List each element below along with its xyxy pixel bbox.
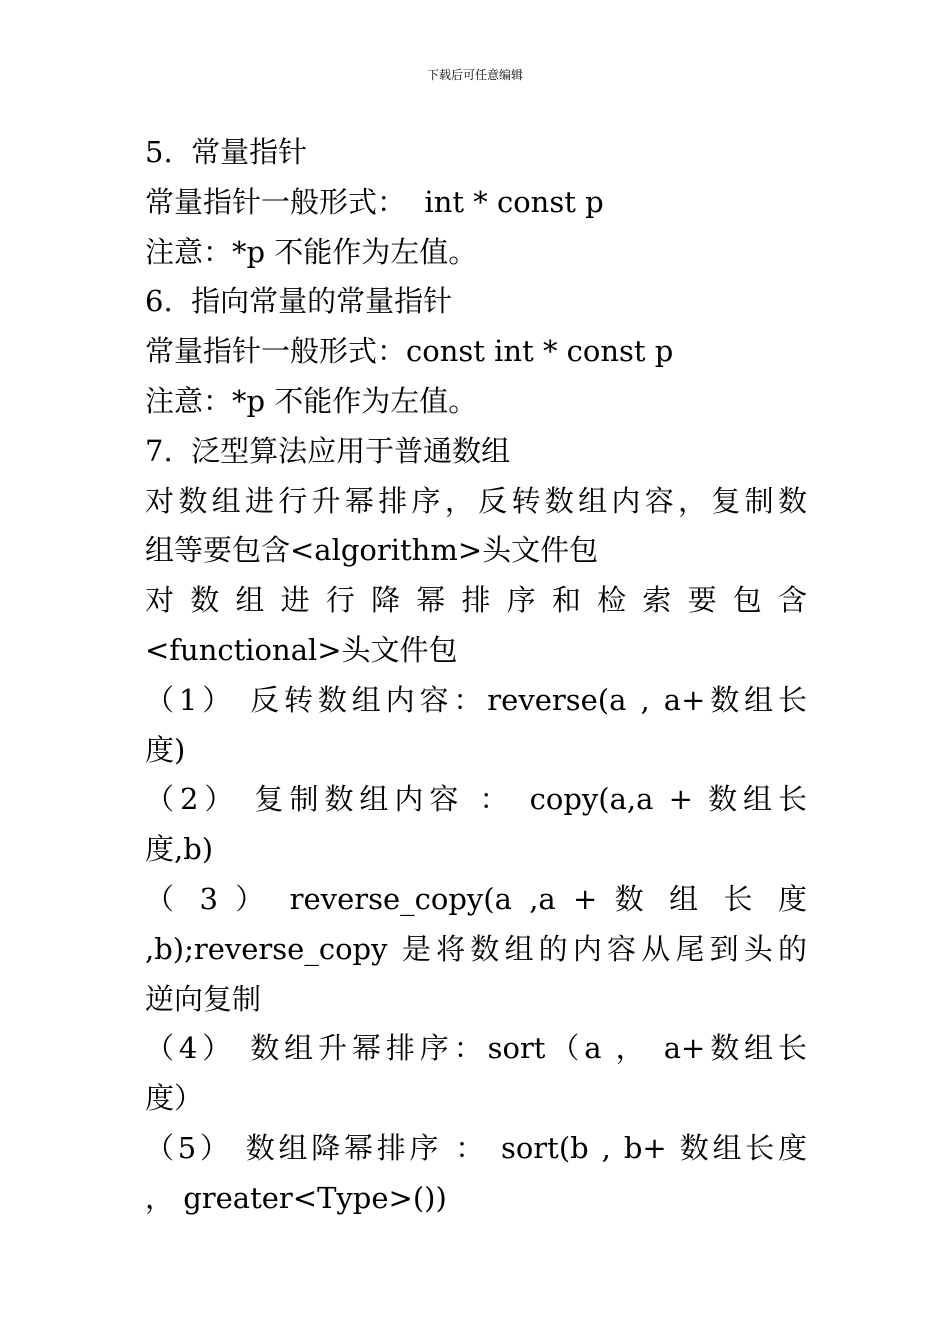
- list-item-1-cont: 度): [145, 732, 186, 767]
- list-item-2: （2） 复制数组内容 ： copy(a,a + 数组长: [145, 782, 807, 817]
- list-item-3: （ 3 ） reverse_copy(a ,a + 数 组 长 度: [145, 881, 807, 916]
- text-line: 对数组进行升幂排序，反转数组内容，复制数: [145, 483, 807, 518]
- list-item-5-cont: ， greater<Type>()): [145, 1180, 447, 1215]
- page-header: 下载后可任意编辑: [426, 68, 523, 82]
- text-line: 注意：*p 不能作为左值。: [145, 383, 478, 418]
- text-line: 组等要包含<algorithm>头文件包: [145, 533, 599, 568]
- text-line: 常量指针一般形式：const int * const p: [145, 334, 674, 369]
- text-line: 注意：*p 不能作为左值。: [145, 234, 478, 269]
- list-item-5: （5） 数组降幂排序 ： sort(b , b+ 数组长度: [145, 1130, 807, 1165]
- section-heading-6: 6. 指向常量的常量指针: [145, 284, 453, 319]
- text-line: <functional>头文件包: [145, 632, 458, 667]
- text-line: 常量指针一般形式： int * const p: [145, 184, 604, 219]
- list-item-4: （4） 数组升幂排序：sort（a ， a+数组长: [145, 1031, 807, 1066]
- section-heading-5: 5. 常量指针: [145, 135, 308, 169]
- text-line: 对 数 组 进 行 降 幂 排 序 和 检 索 要 包 含: [145, 583, 807, 618]
- list-item-1: （1） 反转数组内容：reverse(a , a+数组长: [145, 682, 807, 717]
- list-item-3-cont: ,b);reverse_copy 是将数组的内容从尾到头的: [145, 931, 807, 966]
- list-item-3-cont: 逆向复制: [145, 981, 262, 1016]
- list-item-4-cont: 度）: [145, 1081, 204, 1116]
- section-heading-7: 7. 泛型算法应用于普通数组: [145, 433, 511, 468]
- list-item-2-cont: 度,b): [145, 832, 214, 867]
- document-body: [145, 128, 807, 1224]
